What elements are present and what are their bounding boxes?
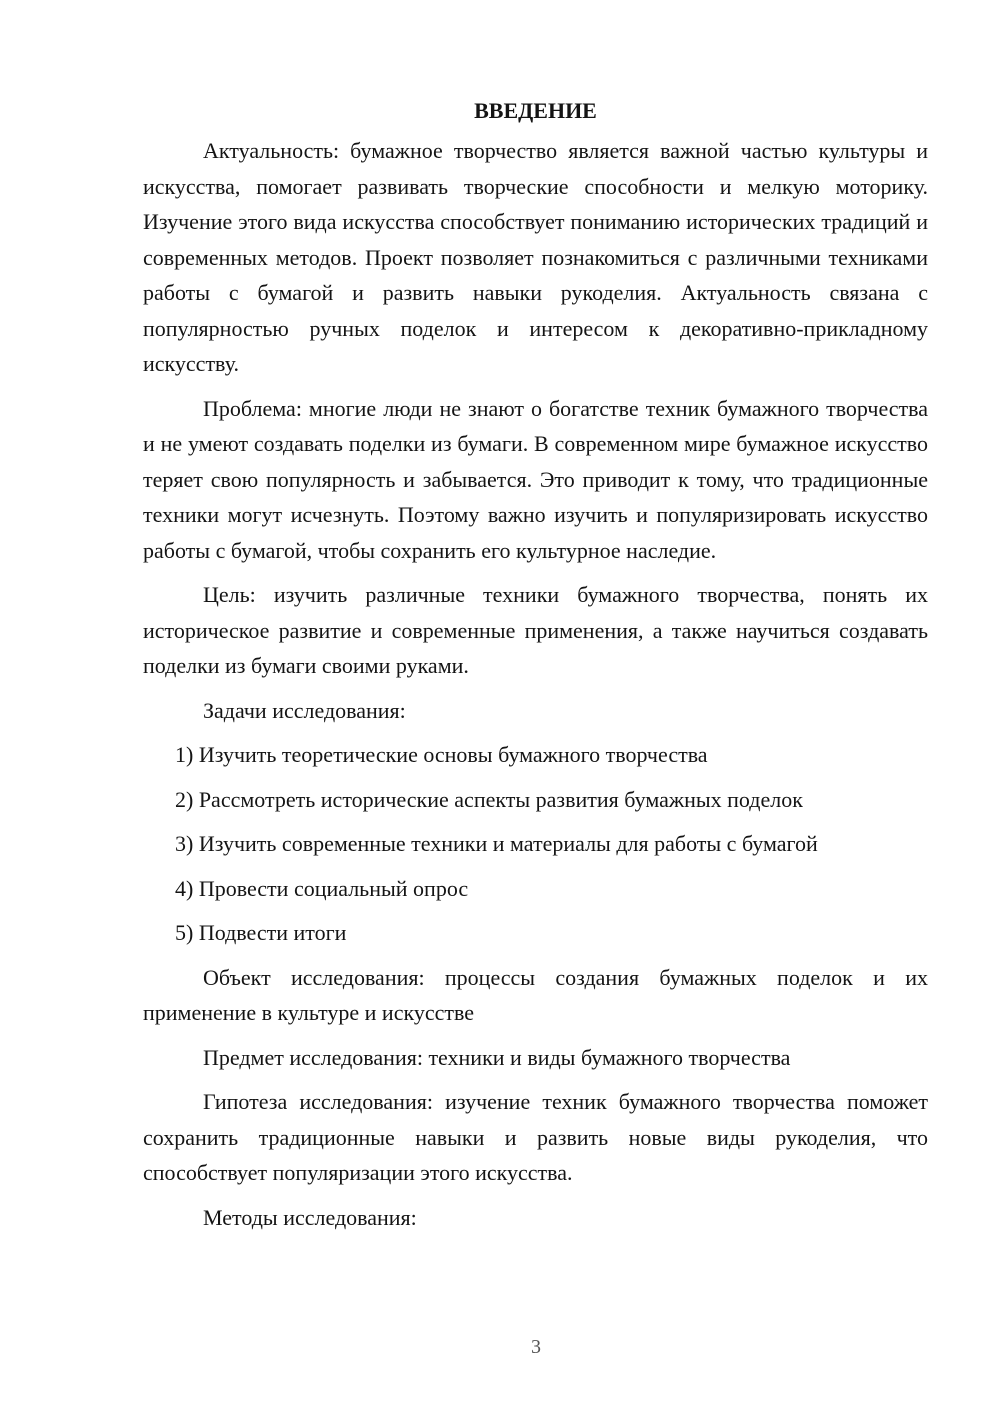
paragraph-relevance: Актуальность: бумажное творчество является важной частью культуры и искусства, помогает развивать творческие способности и мелкую моторику. Изучение этого вида искусства способствует пониманию исторических традиций и современных методов. Проект позволяет познакомиться с различными техниками работы с бумагой и развить навыки рукоделия. Актуальность связана с популярностью ручных поделок и интересом к декоративно-прикладному искусству.	[143, 138, 928, 376]
list-item-task-1: 1) Изучить теоретические основы бумажного творчества	[175, 742, 708, 767]
page-content	[143, 95, 928, 1235]
paragraph-object: Объект исследования: процессы создания бумажных поделок и их применение в культуре и искусстве	[143, 964, 928, 1025]
list-item-task-4: 4) Провести социальный опрос	[175, 875, 469, 901]
page-number: 3	[531, 1336, 541, 1358]
tasks-heading: Задачи исследования:	[203, 697, 406, 723]
paragraph-problem: Проблема: многие люди не знают о богатстве техник бумажного творчества и не умеют создавать поделки из бумаги. В современном мире бумажное искусство теряет свою популярность и забывается. Это приводит к тому, что традиционные техники могут исчезнуть. Поэтому важно изучить и популяризировать искусство работы с бумагой, чтобы сохранить его культурное наследие.	[143, 395, 928, 563]
list-item-task-3: 3) Изучить современные техники и материалы для работы с бумагой	[175, 831, 818, 856]
paragraph-subject: Предмет исследования: техники и виды бумажного творчества	[203, 1044, 791, 1070]
paragraph-goal: Цель: изучить различные техники бумажного творчества, понять их историческое развитие и современные применения, а также научиться создавать поделки из бумаги своими руками.	[143, 582, 928, 678]
paragraph-hypothesis: Гипотеза исследования: изучение техник бумажного творчества поможет сохранить традиционные навыки и развить новые виды рукоделия, что способствует популяризации этого искусства.	[143, 1089, 928, 1185]
list-item-task-2: 2) Рассмотреть исторические аспекты развития бумажных поделок	[175, 786, 803, 812]
page-title: ВВЕДЕНИЕ	[474, 98, 597, 123]
methods-heading: Методы исследования:	[203, 1204, 417, 1230]
list-item-task-5: 5) Подвести итоги	[175, 920, 347, 945]
